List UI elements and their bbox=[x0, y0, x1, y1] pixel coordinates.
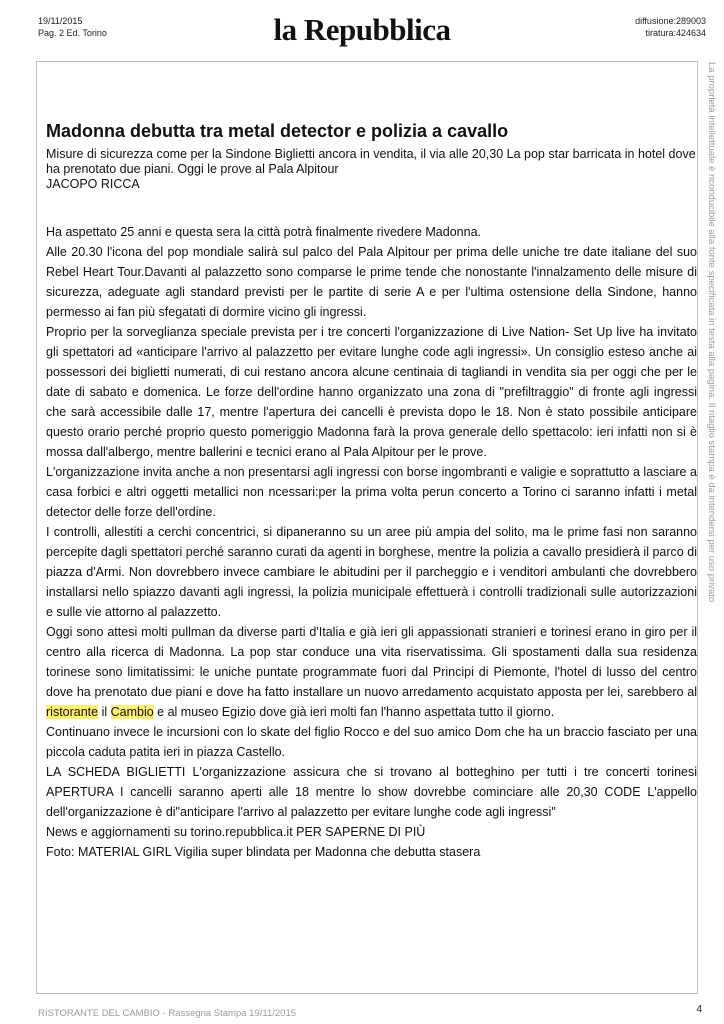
article-title: Madonna debutta tra metal detector e polizia a cavallo bbox=[46, 121, 509, 141]
tiratura-figure: tiratura:424634 bbox=[645, 28, 706, 38]
paragraph-6-text-b: e al museo Egizio dove già ieri molti fan l'hanno aspettata tutto il giorno. bbox=[153, 705, 555, 719]
publication-date: 19/11/2015 bbox=[38, 16, 83, 26]
copyright-side-note bbox=[705, 62, 719, 622]
paragraph-5: I controlli, allestiti a cerchi concentrici, si dipaneranno su un aree più ampia del solito, ma le prime fasi non saranno percepite dagli spettatori perché saranno curati da agenti in borghese, mentre la polizia a cavallo presidierà il parco di piazza d'Armi. Non dovrebbero invece cambiare le abitudini per il parcheggio e i venditori ambulanti che dovrebbero installarsi nello spiazzo davanti agli ingressi, la polizia municipale effettuerà i controlli tradizionali sulle autorizzazioni e sulle vie attorno al palazzetto. bbox=[46, 525, 697, 619]
photo-caption: Foto: MATERIAL GIRL Vigilia super blindata per Madonna che debutta stasera bbox=[46, 845, 481, 859]
page-edition: Pag. 2 Ed. Torino bbox=[38, 28, 107, 38]
header-meta-right bbox=[635, 15, 706, 39]
paragraph-2: Alle 20.30 l'icona del pop mondiale salirà sul palco del Pala Alpitour per prima delle uniche tre date italiane del suo Rebel Heart Tour.Davanti al palazzetto sono comparse le prime tende che nonostante l'innalzamento delle misure di sicurezza, adeguate agli standard previsti per le partite di serie A e per l'ultima ostensione della Sindone, hanno permesso ai fan più sfegatati di dormire vicino gli ingressi. bbox=[46, 245, 697, 319]
copyright-side-note-text: La proprietà intellettuale è riconducibile alla fonte specificata in testa alla pagina. Il ritaglio stampa è da intendersi per uso privato bbox=[706, 62, 717, 603]
highlight-ristorante: ristorante bbox=[46, 705, 99, 719]
paragraph-9: News e aggiornamenti su torino.repubblica.it PER SAPERNE DI PIÙ bbox=[46, 825, 426, 839]
diffusione-figure: diffusione:289003 bbox=[635, 16, 706, 26]
article-body bbox=[46, 222, 697, 862]
highlight-cambio: Cambio bbox=[110, 705, 154, 719]
article-author: JACOPO RICCA bbox=[46, 177, 140, 191]
paragraph-6 bbox=[46, 622, 697, 722]
paragraph-6-text-mid: il bbox=[98, 705, 111, 719]
paragraph-8: LA SCHEDA BIGLIETTI L'organizzazione assicura che si trovano al botteghino per tutti i tre concerti torinesi APERTURA I cancelli saranno aperti alle 18 mentre lo show dovrebbe cominciare alle 20,30 CODE L'appello dell'organizzazione è di"anticipare l'arrivo al palazzetto per evitare lunghe code agli ingressi" bbox=[46, 765, 697, 819]
paragraph-6-text-a: Oggi sono attesi molti pullman da diverse parti d'Italia e già ieri gli appassionati stranieri e torinesi erano in giro per il centro alla ricerca di Madonna. La pop star conduce una vita riservatissima. Gli spostamenti dalla sua residenza torinese sono limitatissimi: le uniche puntate programmate fuori dal Principi di Piemonte, l'hotel di lusso del centro dove ha prenotato due piani e dove ha fatto installare un nuovo arredamento acquistato apposta per lei, sarebbero al bbox=[46, 625, 697, 699]
newspaper-masthead: la Repubblica bbox=[273, 12, 451, 47]
paragraph-3: Proprio per la sorveglianza speciale prevista per i tre concerti l'organizzazione di Live Nation- Set Up live ha invitato gli spettatori ad «anticipare l'arrivo al palazzetto per evitare lunghe code agli ingressi». Un consiglio esteso anche ai possessori dei biglietti numerati, di cui restano ancora alcune centinaia di tagliandi in vendita sia per oggi che per le date di sabato e domenica. Le forze dell'ordine hanno organizzato una zona di "prefiltraggio" di fronte agli ingressi che sarà accessibile dalle 17, mentre l'apertura dei cancelli è prevista dopo le 18. Non è stato possibile anticipare questo orario perché proprio questo pomeriggio Madonna farà la prova generale dello spettacolo: ieri infatti non si è mossa dall'albergo, mentre ballerini e tecnici erano al Pala Alpitour per le prove. bbox=[46, 325, 697, 459]
paragraph-4: L'organizzazione invita anche a non presentarsi agli ingressi con borse ingombranti e valigie e soprattutto a lasciare a casa forbici e altri oggetti metallici non ncessari:per la prima volta perun concerto a Torino ci saranno infatti i metal detector delle forze dell'ordine. bbox=[46, 465, 697, 519]
article-summary: Misure di sicurezza come per la Sindone Biglietti ancora in vendita, il via alle 20,30 La pop star barricata in hotel dove ha prenotato due piani. Oggi le prove al Pala Alpitour bbox=[46, 147, 696, 176]
article bbox=[46, 120, 697, 862]
page-number: 4 bbox=[696, 1004, 702, 1015]
press-review-footer: RISTORANTE DEL CAMBIO - Rassegna Stampa 19/11/2015 bbox=[38, 1008, 297, 1019]
paragraph-7: Continuano invece le incursioni con lo skate del figlio Rocco e del suo amico Dom che ha un braccio fasciato per una piccola caduta patita ieri in piazza Castello. bbox=[46, 725, 697, 759]
paragraph-1: Ha aspettato 25 anni e questa sera la città potrà finalmente rivedere Madonna. bbox=[46, 225, 481, 239]
